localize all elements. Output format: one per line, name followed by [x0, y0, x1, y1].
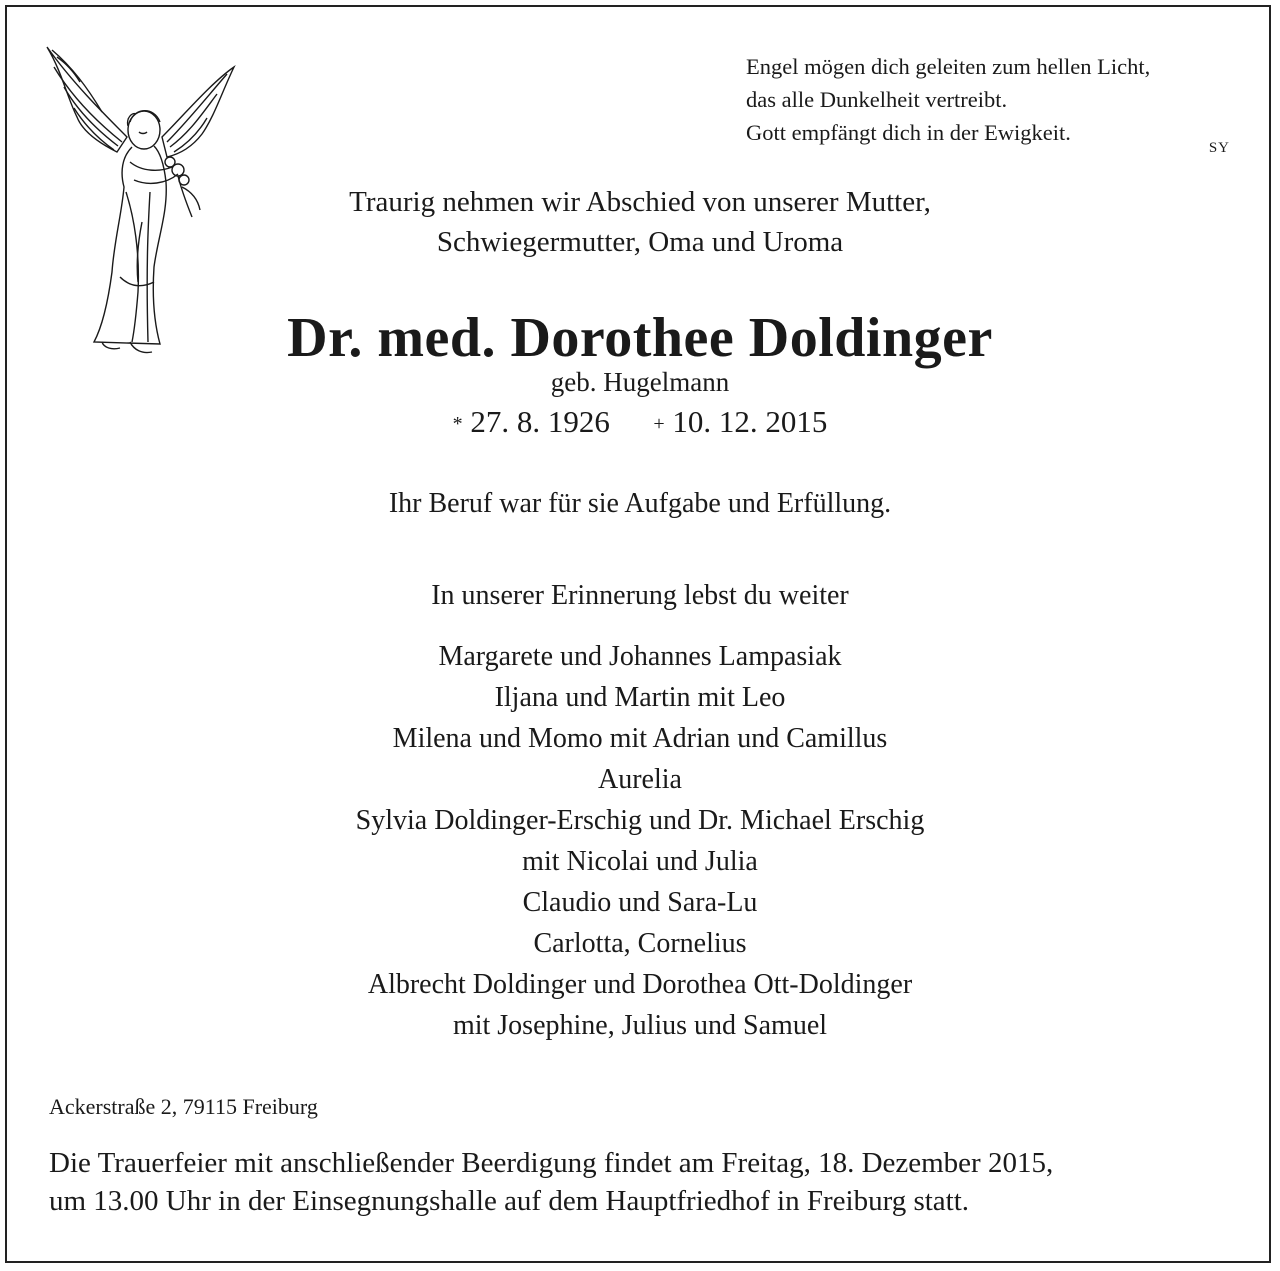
intro-text: [0, 182, 1280, 262]
family-line: Margarete und Johannes Lampasiak: [438, 641, 842, 672]
maiden-name: geb. Hugelmann: [550, 367, 730, 397]
family-line: Claudio und Sara-Lu: [522, 887, 758, 918]
birth-symbol: *: [452, 413, 463, 435]
intro-line: Schwiegermutter, Oma und Uroma: [436, 226, 844, 258]
memory-text: In unserer Erinnerung lebst du weiter: [431, 580, 849, 611]
poem: [746, 50, 1246, 149]
family-line: Iljana und Martin mit Leo: [494, 682, 786, 713]
poem-signature: SY: [1208, 140, 1230, 156]
family-line: mit Nicolai und Julia: [522, 846, 758, 877]
family-line: Albrecht Doldinger und Dorothea Ott-Doldinger: [367, 969, 913, 1000]
family-list: [0, 636, 1280, 1046]
birth-date: 27. 8. 1926: [470, 404, 610, 439]
poem-line: das alle Dunkelheit vertreibt.: [746, 87, 1008, 112]
family-line: Carlotta, Cornelius: [533, 928, 747, 959]
death-symbol: +: [653, 413, 665, 435]
family-line: mit Josephine, Julius und Samuel: [452, 1010, 828, 1041]
life-dates: [0, 402, 1280, 442]
ceremony-line: um 13.00 Uhr in der Einsegnungshalle auf dem Hauptfriedhof in Freiburg statt.: [49, 1185, 970, 1217]
intro-line: Traurig nehmen wir Abschied von unserer Mutter,: [349, 186, 931, 218]
ceremony-info: [49, 1144, 1053, 1220]
poem-line: Engel mögen dich geleiten zum hellen Licht,: [746, 54, 1151, 79]
poem-line: Gott empfängt dich in der Ewigkeit.: [746, 120, 1071, 145]
quote-text: Ihr Beruf war für sie Aufgabe und Erfüllung.: [388, 488, 892, 519]
ceremony-line: Die Trauerfeier mit anschließender Beerdigung findet am Freitag, 18. Dezember 2015,: [49, 1147, 1054, 1179]
family-line: Aurelia: [598, 764, 682, 795]
address: Ackerstraße 2, 79115 Freiburg: [49, 1094, 318, 1119]
deceased-name: Dr. med. Dorothee Doldinger: [287, 307, 993, 369]
death-date: 10. 12. 2015: [672, 404, 828, 439]
family-line: Milena und Momo mit Adrian und Camillus: [392, 723, 888, 754]
family-line: Sylvia Doldinger-Erschig und Dr. Michael Erschig: [355, 805, 925, 836]
